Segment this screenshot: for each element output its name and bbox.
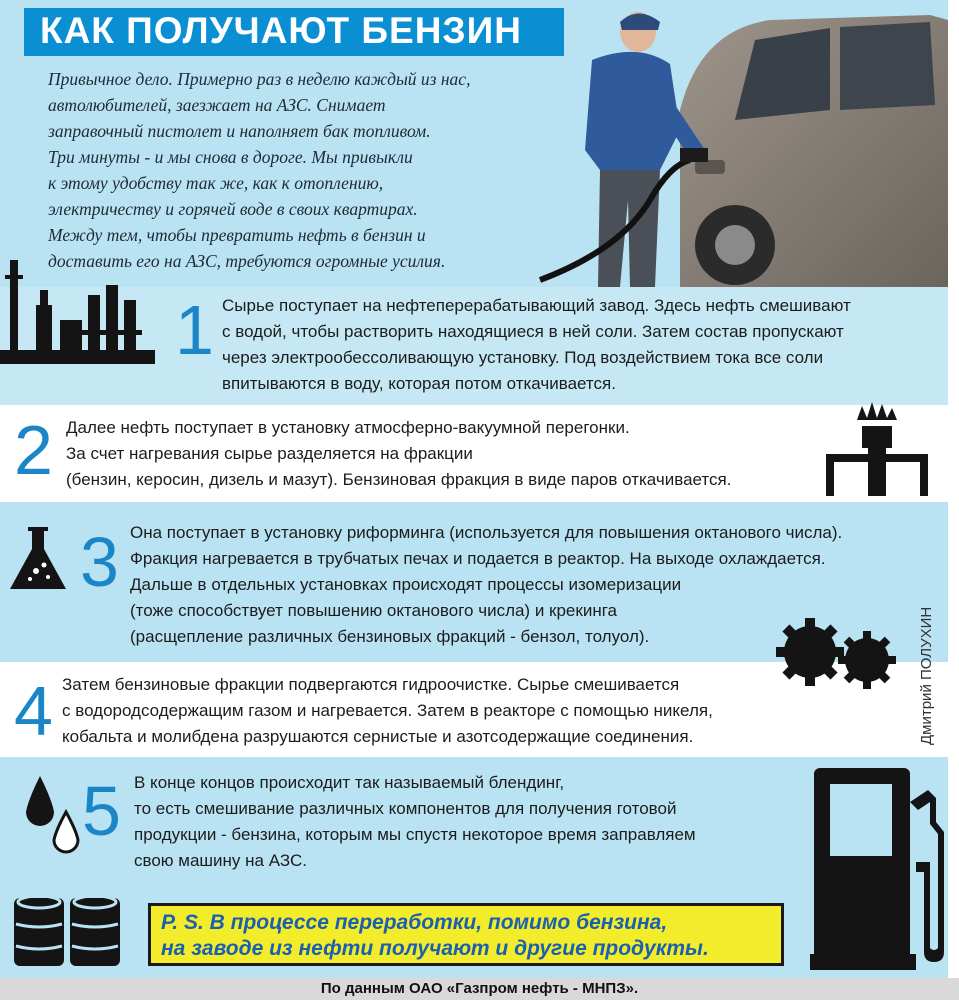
intro-text (48, 66, 568, 274)
step-line: Затем бензиновые фракции подвергаются гидроочистке. Сырье смешивается (62, 675, 680, 694)
step-line: (бензин, керосин, дизель и мазут). Бензиновая фракция в виде паров откачивается. (66, 470, 732, 489)
step-number-1: 1 (175, 291, 214, 369)
step-line: свою машину на АЗС. (134, 851, 307, 870)
intro-line: автолюбителей, заезжает на АЗС. Снимает (48, 95, 386, 115)
step-line: то есть смешивание различных компонентов для получения готовой (134, 799, 677, 818)
step-line: Далее нефть поступает в установку атмосферно-вакуумной перегонки. (66, 418, 630, 437)
intro-line: Три минуты - и мы снова в дороге. Мы привыкли (48, 147, 413, 167)
author-credit: Дмитрий ПОЛУХИН (918, 606, 935, 745)
step-4-text (62, 672, 713, 750)
step-line: продукции - бензина, которым мы спустя некоторое время заправляем (134, 825, 696, 844)
source-credit: По данным ОАО «Газпром нефть - МНПЗ». (320, 980, 639, 997)
step-line: с водородсодержащим газом и нагревается. Затем в реакторе с помощью никеля, (62, 701, 713, 720)
step-5-text (134, 770, 696, 874)
step-line: В конце концов происходит так называемый блендинг, (134, 773, 565, 792)
step-line: За счет нагревания сырье разделяется на фракции (66, 444, 473, 463)
step-line: впитываются в воду, которая потом откачивается. (222, 374, 616, 393)
step-number-5: 5 (82, 772, 121, 850)
ps-line-2: на заводе из нефти получают и другие продукты. (161, 937, 709, 960)
refueling-photo (530, 0, 950, 287)
step-number-2: 2 (14, 411, 53, 489)
step-line: (тоже способствует повышению октанового числа) и крекинга (130, 601, 617, 620)
barrels-icon (12, 888, 127, 970)
gears-icon (775, 612, 905, 692)
refinery-icon (0, 245, 160, 373)
step-line: кобальта и молибдена разрушаются сернистые и азотсодержащие соединения. (62, 727, 694, 746)
step-line: Сырье поступает на нефтеперерабатывающий завод. Здесь нефть смешивают (222, 296, 851, 315)
step-line: Фракция нагревается в трубчатых печах и подается в реактор. На выходе охлаждается. (130, 549, 826, 568)
distillation-icon (822, 398, 932, 498)
intro-line: доставить его на АЗС, требуются огромные усилия. (48, 251, 446, 271)
step-number-4: 4 (14, 672, 53, 750)
step-line: Дальше в отдельных установках происходят процессы изомеризации (130, 575, 682, 594)
ps-line-1: P. S. В процессе переработки, помимо бензина, (161, 911, 668, 934)
flask-icon (8, 525, 68, 593)
step-3-text (130, 520, 842, 650)
intro-line: Между тем, чтобы превратить нефть в бензин и (48, 225, 426, 245)
intro-line: заправочный пистолет и наполняет бак топливом. (48, 121, 431, 141)
page-title: КАК ПОЛУЧАЮТ БЕНЗИН (40, 10, 522, 51)
step-2-text (66, 415, 731, 493)
step-line: с водой, чтобы растворить находящиеся в ней соли. Затем состав пропускают (222, 322, 844, 341)
drops-icon (18, 772, 88, 862)
step-number-3: 3 (80, 523, 119, 601)
ps-note (148, 903, 784, 966)
step-line: (расщепление различных бензиновых фракций - бензол, толуол). (130, 627, 650, 646)
intro-line: к этому удобству так же, как к отоплению, (48, 173, 384, 193)
intro-line: электричеству и горячей воде в своих квартирах. (48, 199, 418, 219)
step-line: Она поступает в установку риформинга (используется для повышения октанового числа). (130, 523, 843, 542)
step-line: через электрообессоливающую установку. Под воздействием тока все соли (222, 348, 824, 367)
footer-bar (0, 978, 959, 1000)
step-1-text (222, 293, 851, 397)
fuel-pump-icon (810, 762, 950, 977)
intro-line: Привычное дело. Примерно раз в неделю каждый из нас, (48, 69, 471, 89)
